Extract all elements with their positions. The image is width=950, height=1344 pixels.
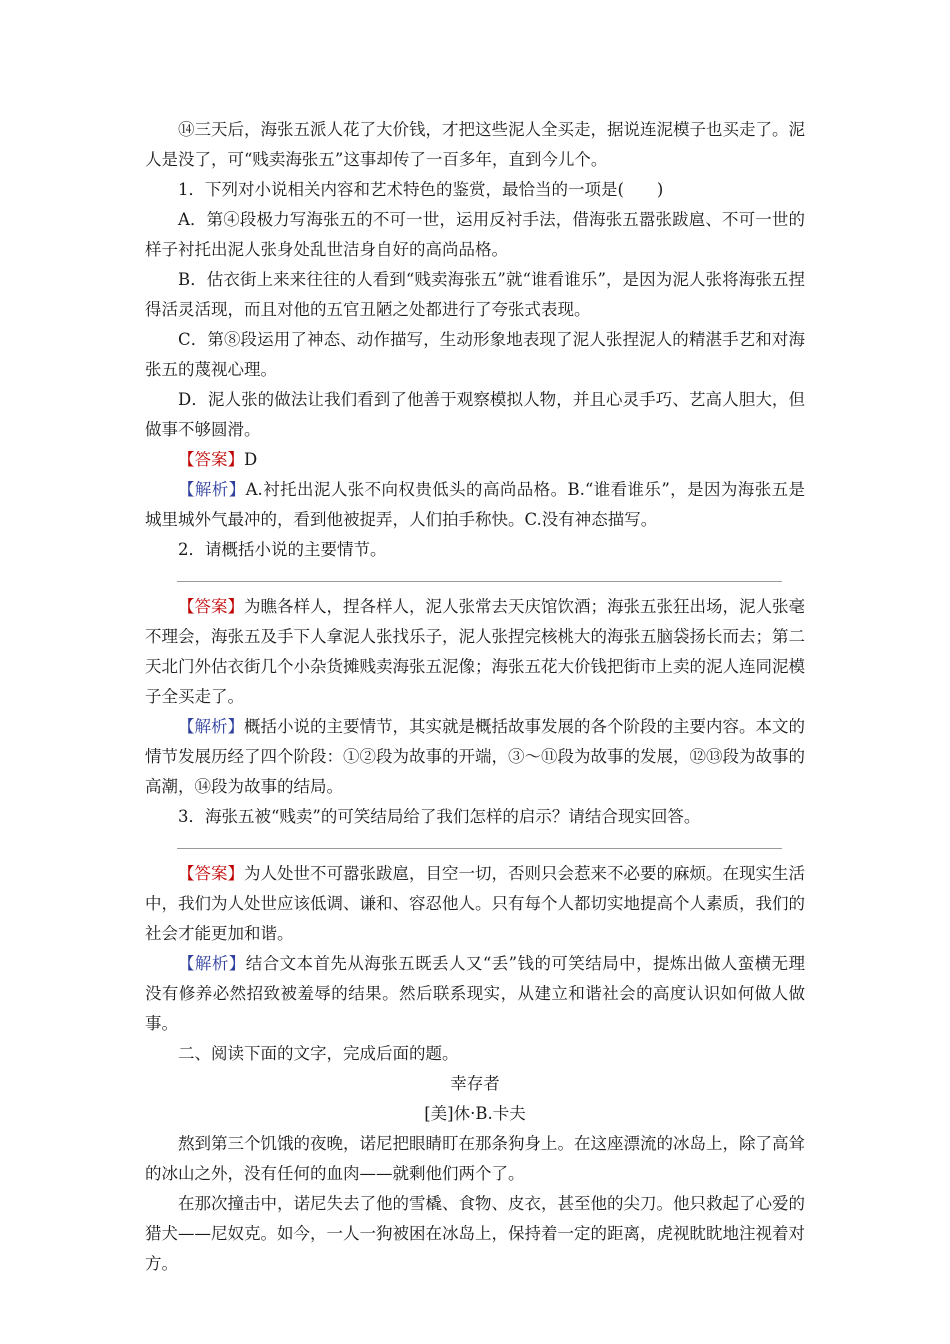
answer-tag: 【答案】 bbox=[178, 597, 244, 616]
question-1-option-d: D．泥人张的做法让我们看到了他善于观察模拟人物，并且心灵手巧、艺高人胆大，但做事不够圆滑。 bbox=[145, 390, 805, 439]
analysis-tag: 【解析】 bbox=[178, 717, 244, 736]
answer-tag: 【答案】 bbox=[178, 450, 244, 469]
story-paragraph-1: 熬到第三个饥饿的夜晚，诺尼把眼睛盯在那条狗身上。在这座漂流的冰岛上，除了高耸的冰山之外，没有任何的血肉——就剩他们两个了。 bbox=[145, 1134, 805, 1183]
analysis-text: 结合文本首先从海张五既丢人又“丢”钱的可笑结局中，提炼出做人蛮横无理没有修养必然招致被羞辱的结果。然后联系现实，从建立和谐社会的高度认识如何做人做事。 bbox=[145, 954, 806, 1033]
story-author: [美]休·B.卡夫 bbox=[424, 1104, 526, 1123]
story-paragraph-2: 在那次撞击中，诺尼失去了他的雪橇、食物、皮衣，甚至他的尖刀。他只救起了心爱的猎犬——尼奴克。如今，一人一狗被困在冰岛上，保持着一定的距离，虎视眈眈地注视着对方。 bbox=[145, 1194, 805, 1273]
analysis-tag: 【解析】 bbox=[178, 954, 246, 973]
answer-tag: 【答案】 bbox=[178, 864, 244, 883]
question-1-answer bbox=[145, 445, 805, 475]
answer-text: D bbox=[244, 450, 258, 469]
analysis-text: A.衬托出泥人张不向权贵低头的高尚品格。B.“谁看谁乐”，是因为海张五是城里城外气最冲的，看到他被捉弄，人们拍手称快。C.没有神态描写。 bbox=[145, 480, 805, 529]
question-1-analysis bbox=[145, 475, 805, 535]
analysis-tag: 【解析】 bbox=[178, 480, 246, 499]
question-1-stem: 1．下列对小说相关内容和艺术特色的鉴赏，最恰当的一项是( ) bbox=[178, 180, 664, 199]
question-1-option-a: A．第④段极力写海张五的不可一世，运用反衬手法，借海张五嚣张跋扈、不可一世的样子衬托出泥人张身处乱世洁身自好的高尚品格。 bbox=[145, 210, 805, 259]
question-2-stem: 2．请概括小说的主要情节。 bbox=[178, 540, 387, 559]
answer-text: 为人处世不可嚣张跋扈，目空一切，否则只会惹来不必要的麻烦。在现实生活中，我们为人处世应该低调、谦和、容忍他人。只有每个人都切实地提高个人素质，我们的社会才能更加和谐。 bbox=[145, 864, 805, 943]
analysis-text: 概括小说的主要情节，其实就是概括故事发展的各个阶段的主要内容。本文的情节发展历经了四个阶段：①②段为故事的开端，③～⑪段为故事的发展，⑫⑬段为故事的高潮，⑭段为故事的结局。 bbox=[145, 717, 805, 796]
question-3-answer bbox=[145, 859, 805, 949]
document-body bbox=[145, 115, 805, 1279]
paragraph-14: ⑭三天后，海张五派人花了大价钱，才把这些泥人全买走，据说连泥模子也买走了。泥人是没了，可“贱卖海张五”这事却传了一百多年，直到今儿个。 bbox=[145, 120, 805, 169]
answer-line-divider bbox=[177, 581, 782, 582]
question-2-answer bbox=[145, 592, 805, 712]
question-2-analysis bbox=[145, 712, 805, 802]
question-3-stem: 3．海张五被“贱卖”的可笑结局给了我们怎样的启示？请结合现实回答。 bbox=[178, 807, 701, 826]
answer-line-divider bbox=[177, 848, 782, 849]
question-1-option-c: C．第⑧段运用了神态、动作描写，生动形象地表现了泥人张捏泥人的精湛手艺和对海张五的蔑视心理。 bbox=[145, 330, 805, 379]
story-title: 幸存者 bbox=[450, 1074, 500, 1093]
section-2-heading: 二、阅读下面的文字，完成后面的题。 bbox=[178, 1044, 459, 1063]
answer-text: 为瞧各样人，捏各样人，泥人张常去天庆馆饮酒；海张五张狂出场，泥人张毫不理会，海张五及手下人拿泥人张找乐子，泥人张捏完核桃大的海张五脑袋扬长而去；第二天北门外估衣街几个小杂货摊贱卖海张五泥像；海张五花大价钱把街市上卖的泥人连同泥模子全买走了。 bbox=[145, 597, 805, 706]
question-3-analysis bbox=[145, 949, 805, 1039]
question-1-option-b: B．估衣街上来来往往的人看到“贱卖海张五”就“谁看谁乐”，是因为泥人张将海张五捏得活灵活现，而且对他的五官丑陋之处都进行了夸张式表现。 bbox=[145, 270, 805, 319]
